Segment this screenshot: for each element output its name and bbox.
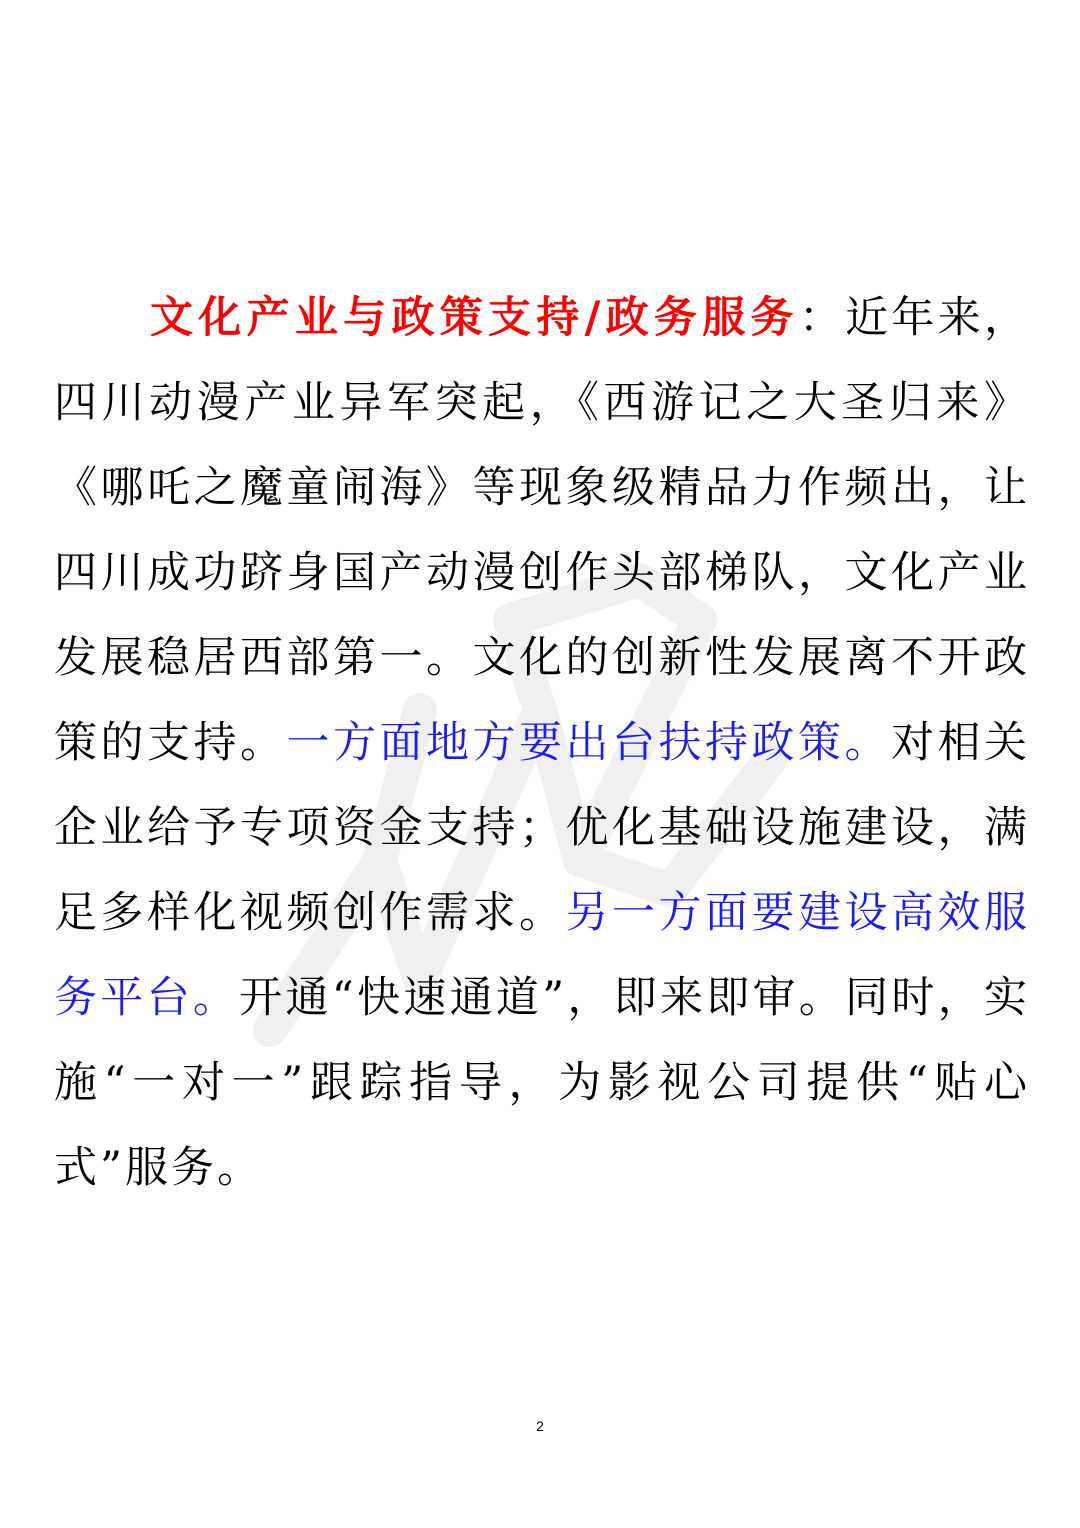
text-run-intro: ：近年来，四川动漫产业异军突起，《西游记之大圣归来》《哪吒之魔童闹海》等现象级精品力作频出，让四川成功跻身国产动漫创作头部梯队，文化产业发展稳居西部第一。文化的创新性发展离不开政策的支持。 [54, 293, 1030, 768]
highlight-run-policy: 一方面地方要出台扶持政策。 [286, 718, 891, 768]
highlight-run-platform: 另一方面要建设高效服务平台。 [54, 888, 1030, 1023]
text-run-services: 开通“快速通道”，即来即审。同时，实施“一对一”跟踪指导，为影视公司提供“贴心式”服务。 [54, 973, 1031, 1193]
body-paragraph [54, 276, 1030, 1211]
page-number: 2 [536, 1418, 544, 1434]
section-heading: 文化产业与政策支持/政务服务 [150, 293, 799, 343]
text-run-measures: 对相关企业给予专项资金支持；优化基础设施建设，满足多样化视频创作需求。 [54, 718, 1030, 938]
